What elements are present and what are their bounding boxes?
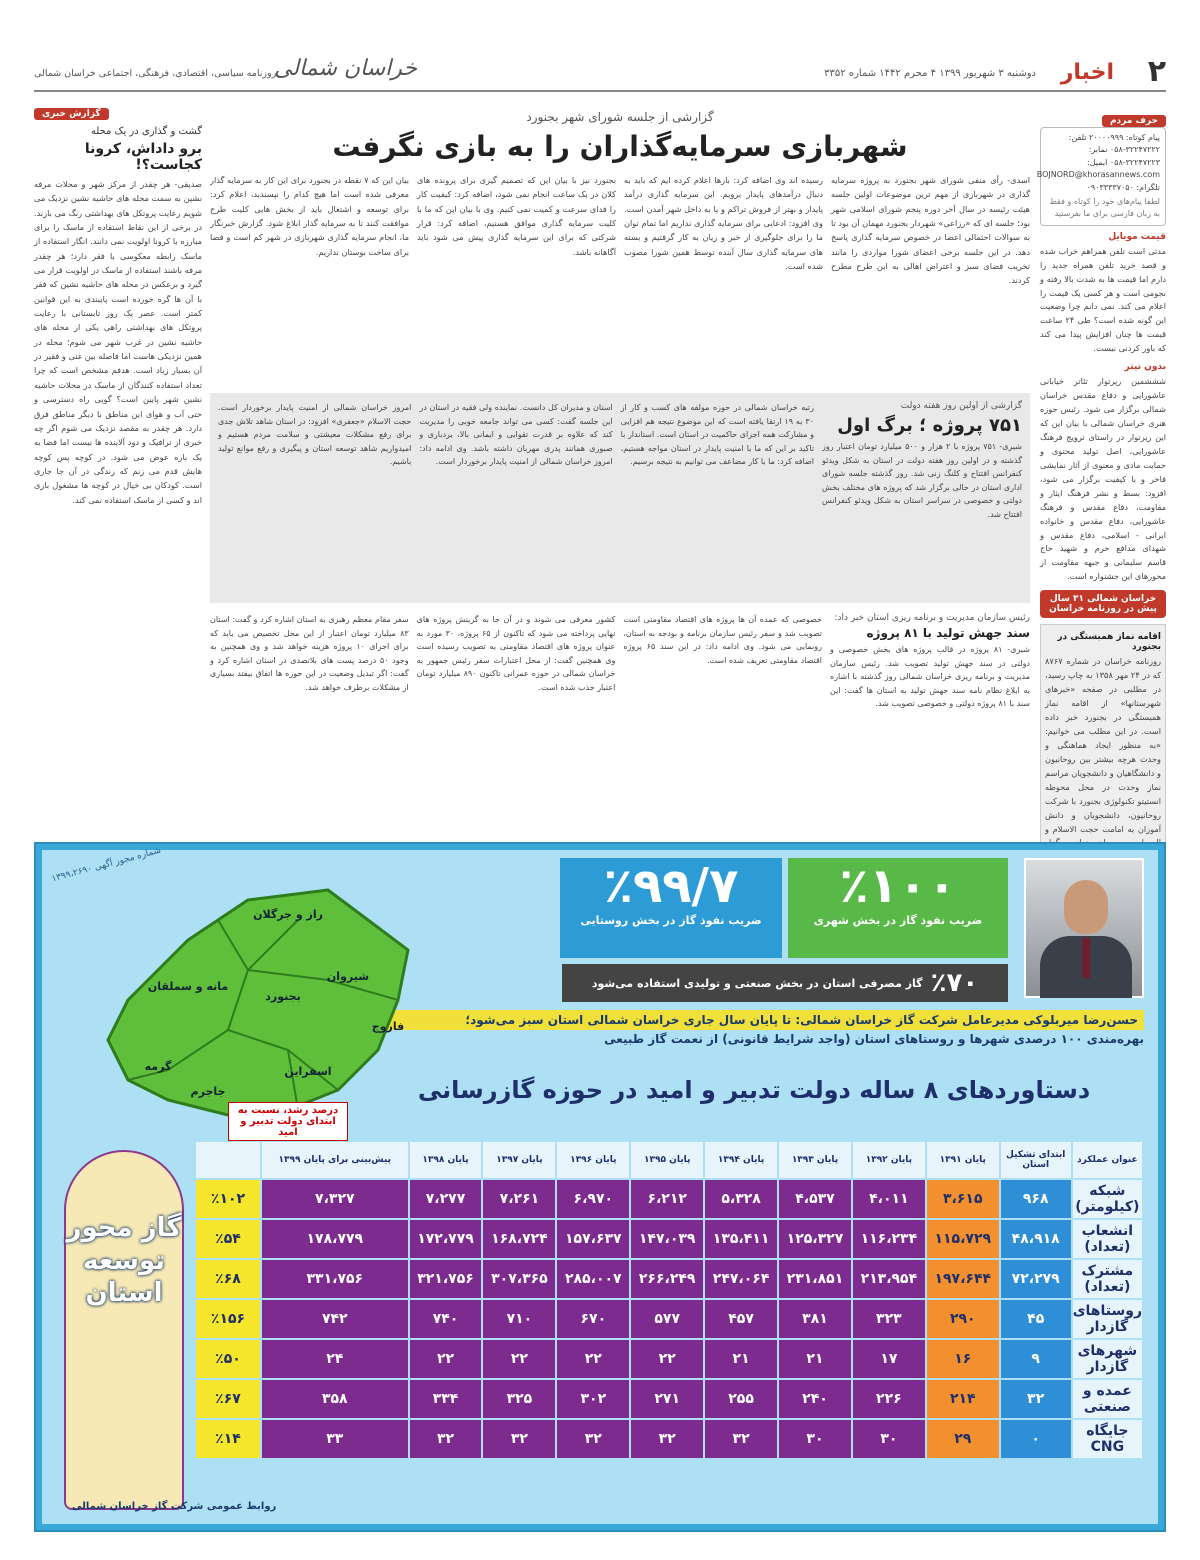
- growth-percent-cell: ٪۵۴: [196, 1220, 260, 1258]
- table-cell: ۳۲: [631, 1420, 703, 1458]
- table-cell: ۴،۵۳۷: [779, 1180, 851, 1218]
- table-cell: ۲۲۶: [853, 1380, 925, 1418]
- production-kicker: رئیس سازمان مدیریت و برنامه ریزی استان خبر داد:: [834, 613, 1030, 623]
- table-cell: ۲۲: [631, 1340, 703, 1378]
- map-label: راز و جرگلان: [253, 908, 323, 921]
- table-cell: ۳۰: [853, 1420, 925, 1458]
- table-cell: ۳۳: [262, 1420, 408, 1458]
- gov-lead: شیری- ۷۵۱ پروژه با ۲ هزار و ۵۰۰ میلیارد تومان اعتبار روز گذشته و در اولین روز هفته دولت در استان به شکل ویدئو کنفرانس افتتاح و کلنگ زنی شد. روز گذشته جلسه شورای اداری استان در حالی برگزار شد که پروژه های مختلف بخش دولتی و خصوصی در سراسر استان به شکل ویدئو کنفرانس افتتاح شد.: [822, 442, 1023, 519]
- main-column: بجنورد نیز با بیان این که تصمیم گیری برای پرونده های کلان در یک ساعت انجام نمی شود، اضافه کرد: کیفیت کار را فدای سرعت و کمیت نمی کنیم. وی با بیان این که ما با کلیت سرمایه گذاری موافق هستیم، اضافه کرد: قرار شرکتی که برای این سرمایه گذاری پیش می شود باید آگاهانه باشد.: [417, 175, 616, 257]
- row-label: جایگاه CNG: [1073, 1420, 1142, 1458]
- table-header-cell: [196, 1142, 260, 1178]
- gas-achievements-table: [194, 1140, 1144, 1460]
- item-title: بدون تیتر: [1124, 362, 1166, 373]
- map-label: گرمه: [144, 1060, 172, 1073]
- table-cell: ۴۵: [1001, 1300, 1071, 1338]
- map-label: جاجرم: [190, 1085, 226, 1098]
- table-cell: ۲۱۴: [927, 1380, 999, 1418]
- row-label: انشعاب (تعداد): [1073, 1220, 1142, 1258]
- table-cell: ۶،۲۱۲: [631, 1180, 703, 1218]
- page-number: ۲: [1147, 54, 1166, 89]
- contact-note: لطفا پیام‌های خود را کوتاه و فقط به زبان فارسی برای ما بفرستید: [1049, 196, 1160, 219]
- table-cell: ۳۳۴: [410, 1380, 482, 1418]
- table-cell: ۲۹: [927, 1420, 999, 1458]
- newspaper-logo: خراسان شمالی: [274, 56, 418, 81]
- table-cell: ۳۵۸: [262, 1380, 408, 1418]
- row-label: شهرهای گازدار: [1073, 1340, 1142, 1378]
- article-title: برو داداش، کرونا کجاست؟!: [84, 141, 202, 173]
- table-cell: ۷۱۰: [483, 1300, 555, 1338]
- map-shape: [108, 890, 408, 1120]
- table-cell: ۲۴۰: [779, 1380, 851, 1418]
- industrial-gas-label: گاز مصرفی استان در بخش صنعتی و تولیدی استفاده می‌شود: [591, 976, 923, 990]
- row-label: شبکه (کیلومتر): [1073, 1180, 1142, 1218]
- archive-banner: خراسان شمالی ۳۱ سال پیش در روزنامه خراسان: [1040, 590, 1166, 618]
- table-cell: ۲۲: [557, 1340, 629, 1378]
- main-headline: شهربازی سرمایه‌گذاران را به بازی نگرفت: [332, 130, 908, 163]
- gas-company-ad: [34, 842, 1166, 1532]
- table-cell: ۴،۰۱۱: [853, 1180, 925, 1218]
- table-cell: ۴۵۷: [705, 1300, 777, 1338]
- table-cell: ۲۸۵،۰۰۷: [557, 1260, 629, 1298]
- readers-voice-tag: حرف مردم: [1102, 115, 1166, 127]
- newspaper-subtitle: روزنامه سیاسی، اقتصادی، فرهنگی، اجتماعی خراسان شمالی: [34, 68, 277, 79]
- growth-percent-cell: ٪۵۰: [196, 1340, 260, 1378]
- growth-note: درصد رشد، نسبت به ابتدای دولت تدبیر و امید: [228, 1102, 348, 1141]
- table-body: [196, 1180, 1142, 1458]
- table-cell: ۳۳۱،۷۵۶: [262, 1260, 408, 1298]
- ad-side-title: گاز محور توسعه استان: [66, 1213, 182, 1308]
- urban-gas-stat: [788, 858, 1008, 958]
- ad-side-panel: [64, 1150, 184, 1510]
- table-cell: ۳۲: [483, 1420, 555, 1458]
- table-cell: ۳۲: [410, 1420, 482, 1458]
- archive-text: روزنامه خراسان در شماره ۸۷۶۷ که در ۲۴ مهر ۱۳۵۸ به چاپ رسید، در مطلبی در صفحه «خبرهای شهرستانها» از اقامه نماز همبستگی در بجنورد خبر داده است. در این مطلب می خوانیم: «به منظور ایجاد هماهنگی و وحدت هرچه بیشتر بین روحانیون و دانشگاهیان و دانشجویان مراسم نماز وحدت در محل محوطه انستیتو تکنولوژی بجنورد با شرکت روحانیون، دانشجویان و دانش آموزان به امامت حجت الاسلام و: [1045, 656, 1161, 834]
- table-cell: ۱۶: [927, 1340, 999, 1378]
- table-cell: ۳۲: [705, 1420, 777, 1458]
- table-cell: ۲۵۵: [705, 1380, 777, 1418]
- table-header-row: [196, 1142, 1142, 1178]
- rural-gas-label: ضریب نفوذ گاز در بخش روستایی: [580, 914, 762, 927]
- table-header-cell: پایان ۱۳۹۳: [779, 1142, 851, 1178]
- table-cell: ۳،۶۱۵: [927, 1180, 999, 1218]
- item-title: قیمت موبایل: [1108, 231, 1166, 242]
- gas-company-logo: روابط عمومی شرکت گاز خراسان شمالی: [72, 1501, 277, 1512]
- table-cell: ۳۰۲: [557, 1380, 629, 1418]
- main-kicker: گزارشی از جلسه شورای شهر بجنورد: [526, 110, 714, 124]
- gov-head: [822, 401, 1022, 595]
- table-row: [196, 1340, 1142, 1378]
- map-label: مانه و سملقان: [147, 980, 229, 993]
- table-cell: ۳۲۳: [853, 1300, 925, 1338]
- industrial-gas-value: ٪۷۰: [930, 968, 979, 998]
- table-header-cell: پایان ۱۳۹۴: [705, 1142, 777, 1178]
- map-label: اسفراین: [284, 1065, 332, 1078]
- table-cell: ۷۴۲: [262, 1300, 408, 1338]
- table-row: [196, 1300, 1142, 1338]
- gov-kicker: گزارشی از اولین روز هفته دولت: [900, 401, 1022, 411]
- article-text: صدیقی- هر چقدر از مرکز شهر و محلات مرفه نشین به سمت محله های حاشیه نشین نزدیک می شویم رعایت پروتکل های بهداشتی رنگ می بازند. در برخی از این نقاط استفاده از ماسک را برای مبارزه با کرونا اولویت نمی دانند. انگار استفاده از ماسک رابطه معکوسی با فقر دارد؛ هر چقدر مرفه باشند استفاده از ماسک در اولویت قرار می گیرد و برعکس در محله های حاشیه نشین که فقر با آن ها گره خورده است پایبندی به این قوانین کمتر است. عصر یک روز تابستانی با رعایت پروتکل های بهداشتی راهی یکی از محله های حاشیه نشین در غرب شهر می شوم؛ محله در همین نزدیکی هاست اما فاصله بین غنی و فقیر در آن بسیار زیاد است. هدفم مشخص است که چرا تعداد استفاده کنندگان از ماسک در محلات حاشیه نشین شهر پایین است؟ گویی راه دسترسی و حتی آب و هوای این مناطق با دیگر مناطق فرق دارد. هر چقدر به مقصد نزدیک می شوم اگر چه خبری از ترافیک و دود آلاینده ها نیست اما فضا به یک باره عوض می شود. در کوچه پس کوچه هایش قدم می زنم که زندگی در آن جا جاری است. کودکان بی خیال در کوچه ها مشغول بازی اند و کسی از ماسک استفاده نمی کند.: [34, 179, 202, 505]
- table-cell: ۱۹۷،۶۴۴: [927, 1260, 999, 1298]
- production-column: سفر مقام معظم رهبری به استان اشاره کرد و گفت: استان ۸۳ میلیارد تومان اعتبار از این محل تخصیص می یابد که برای اجرای ۱۰ پروژه هزینه خواهد شد و وی همچنین به وجود ۵۰ درصد پست های بلاتصدی در استان اشاره کرد و گفت: اگر تبدیل وضعیت در این حوزه ها اتفاق بیفتد بسیاری از مشکلات برطرف خواهد شد.: [210, 615, 409, 692]
- main-column: اسدی- رأی منفی شورای شهر بجنورد به پروژه سرمایه گذاری در شهربازی از مهم ترین موضوعات اولین جلسه هیئت رئیسه در سال آخر دوره پنجم شورای اسلامی شهر بود؛ جلسه ای که «رزاعی» شهردار بجنورد مهمان آن بود تا به سوالات احتمالی اعضا در خصوص سرمایه گذاری پاسخ دهد. در این جلسه برخی اعضای شورا مواردی را مانند تخریب فضای سبز و اعتراض اهالی به این طرح مطرح کردند.: [831, 175, 1030, 286]
- table-cell: ۲۴: [262, 1340, 408, 1378]
- ad-background: [42, 845, 1158, 1524]
- table-cell: ۲۱: [779, 1340, 851, 1378]
- table-cell: ۷،۳۲۷: [262, 1180, 408, 1218]
- contact-info: پیام کوتاه: ۲۰۰۰۰۹۹۹ تلفن: ۳۲۲۴۷۲۲۲-۰۵۸ نمابر: ۳۲۲۴۷۲۲۳-۰۵۸ ایمیل: BOJNORD@khorasannews.com تلگرام: ۰۹۰۳۳۳۳۷۰۵۰: [1036, 133, 1160, 192]
- table-row: [196, 1380, 1142, 1418]
- contact-box: [1036, 127, 1166, 226]
- table-cell: ۲۱: [705, 1340, 777, 1378]
- table-header-cell: پایان ۱۳۹۱: [927, 1142, 999, 1178]
- news-report-tag: گزارش خبری: [34, 108, 109, 120]
- issue-date: دوشنبه ۳ شهریور ۱۳۹۹ ۴ محرم ۱۴۴۲ شماره ۳۳۵۲: [824, 68, 1036, 79]
- table-header-cell: ابتدای تشکیل استان: [1001, 1142, 1071, 1178]
- table-cell: ۱۳۵،۴۱۱: [705, 1220, 777, 1258]
- table-header-cell: عنوان عملکرد: [1073, 1142, 1142, 1178]
- ad-subquote: بهره‌مندی ۱۰۰ درصدی شهرها و روستاهای استان (واجد شرایط قانونی) از نعمت گاز طبیعی: [604, 1032, 1144, 1046]
- table-cell: ۹۶۸: [1001, 1180, 1071, 1218]
- table-cell: ۳۲: [1001, 1380, 1071, 1418]
- row-label: عمده و صنعتی: [1073, 1380, 1142, 1418]
- growth-percent-cell: ٪۶۷: [196, 1380, 260, 1418]
- right-column: [1036, 108, 1166, 836]
- table-cell: ۵۷۷: [631, 1300, 703, 1338]
- growth-percent-cell: ٪۱۴: [196, 1420, 260, 1458]
- table-row: [196, 1220, 1142, 1258]
- table-cell: ۴۸،۹۱۸: [1001, 1220, 1071, 1258]
- table-cell: ۱۴۷،۰۳۹: [631, 1220, 703, 1258]
- ad-license: شماره مجوز آگهی ۱۳۹۹،۲۶۹۰: [50, 845, 163, 885]
- table-cell: ۲۳۱،۸۵۱: [779, 1260, 851, 1298]
- manager-photo: [1024, 858, 1144, 998]
- table-cell: ۳۰۷،۳۶۵: [483, 1260, 555, 1298]
- gov-column: رتبه خراسان شمالی در حوزه مولفه های کسب و کار از ۳۰ به ۱۹ ارتقا یافته است که این موضوع نتیجه هم افزایی و مشارکت همه اجزای حاکمیت در استان است. استاندار با تاکید بر این که ما با امنیت پایدار در استان مواجه هستیم، اضافه کرد: ما با کار مضاعف می توانیم به نتیجه برسیم.: [620, 403, 814, 467]
- main-column: بیان این که ۷ نقطه در بجنورد برای این کار به سرمایه گذار معرفی شده است اما هیچ کدام را نپسندید، اعلام کرد: برای توسعه و اشتغال باید از بخش هایی کلیت طرح موافقت کنند تا به سرمایه گذار ابلاغ شود. گزارش خبرنگار ما، انجام سرمایه گذاری شهربازی در شهر کم است و فضا برای ساخت بوستان نداریم.: [210, 175, 410, 257]
- table-header-cell: پایان ۱۳۹۸: [410, 1142, 482, 1178]
- table-cell: ۷،۲۷۷: [410, 1180, 482, 1218]
- urban-gas-value: ٪۱۰۰: [839, 858, 957, 914]
- table-row: [196, 1180, 1142, 1218]
- table-cell: ۱۷۸،۷۷۹: [262, 1220, 408, 1258]
- table-header-cell: پایان ۱۳۹۶: [557, 1142, 629, 1178]
- table-header-cell: پایان ۱۳۹۷: [483, 1142, 555, 1178]
- article-kicker: گشت و گذاری در یک محله: [90, 126, 202, 137]
- table-cell: ۲۴۷،۰۶۴: [705, 1260, 777, 1298]
- section-title: اخبار: [1060, 60, 1114, 85]
- item-text: شششمین رپرتوار تئاتر خیابانی عاشورایی و دفاع مقدس خراسان شمالی برگزار می شود. رئیس حوزه هنری خراسان شمالی با بیان این که این رپرتوار در راستای ترویج فرهنگ عاشورایی، اصل تولید محتوی و حمایت مادی و معنوی از آثار نمایشی فاخر و با کیفیت برگزار می شود، افزود: بسط و نشر فرهنگ ایثار و مقاومت، دفاع مقدس و فرهنگ عاشورایی، دفاع مقدس و خانواده ایرانی - اسلامی، دفاع مقدس و شهدای مدافع حرم و شهید حاج قاسم سلیمانی و جبهه مقاومت از محورهای این جشنواره است.: [1040, 376, 1166, 582]
- table-cell: ۱۱۶،۲۳۴: [853, 1220, 925, 1258]
- table-header-cell: پیش‌بینی برای پایان ۱۳۹۹: [262, 1142, 408, 1178]
- table-cell: ۲۲: [483, 1340, 555, 1378]
- table-cell: ۳۲۱،۷۵۶: [410, 1260, 482, 1298]
- table-cell: ۶،۹۷۰: [557, 1180, 629, 1218]
- row-label: روستاهای گازدار: [1073, 1300, 1142, 1338]
- table-header-cell: پایان ۱۳۹۵: [631, 1142, 703, 1178]
- main-columns: [210, 173, 1030, 383]
- archive-title: اقامه نماز همبستگی در بجنورد: [1057, 632, 1161, 653]
- table-cell: ۲۷۱: [631, 1380, 703, 1418]
- production-column: شیری- ۸۱ پروژه در قالب پروژه های بخش خصوصی و دولتی در سند جهش تولید تصویب شد. رئیس سازمان مدیریت و برنامه ریزی خراسان شمالی روز گذشته با اشاره به ابلاغ نظام نامه سند جهش تولید به استان ها گفت: این سند با ۸۱ پروژه دولتی و خصوصی تصویب شد.: [830, 645, 1030, 709]
- rural-gas-value: ٪۹۹/۷: [603, 858, 739, 914]
- table-title: دستاوردهای ۸ ساله دولت تدبیر و امید در حوزه گازرسانی: [417, 1076, 1091, 1104]
- table-cell: ۲۶۶،۲۴۹: [631, 1260, 703, 1298]
- production-story: [210, 613, 1030, 783]
- table-cell: ۱۲۵،۳۲۷: [779, 1220, 851, 1258]
- rural-gas-stat: [560, 858, 782, 958]
- map-label: بجنورد: [265, 990, 301, 1003]
- table-cell: ۷۲،۲۷۹: [1001, 1260, 1071, 1298]
- growth-percent-cell: ٪۱۰۲: [196, 1180, 260, 1218]
- production-column: خصوصی که عمده آن ها پروژه های اقتصاد مقاومتی است تصویب شد و سفر رئیس سازمان برنامه و بودجه به استان، رونمایی می شود. وی ادامه داد: در این سند ۶۵ پروژه اقتصاد مقاومتی تعریف شده است.: [623, 615, 822, 665]
- masthead: [34, 56, 1166, 92]
- table-row: [196, 1420, 1142, 1458]
- table-cell: ۷۴۰: [410, 1300, 482, 1338]
- government-week-box: [210, 393, 1030, 603]
- table-cell: ۱۶۸،۷۲۴: [483, 1220, 555, 1258]
- table-header-cell: پایان ۱۳۹۲: [853, 1142, 925, 1178]
- table-cell: ۷،۲۶۱: [483, 1180, 555, 1218]
- production-title: سند جهش تولید با ۸۱ پروژه: [866, 626, 1030, 640]
- table-cell: ۳۰: [779, 1420, 851, 1458]
- production-column: کشور معرفی می شوند و در آن جا به گزینش پروژه های نهایی پرداخته می شود که تاکنون از ۶۵ پروژه، ۳۰ مورد به عنوان پروژه های اقتصاد مقاومتی به تصویب رسیده است وی همچنین گفت: از محل اعتبارات سفر رئیس جمهور به خراسان شمالی در حوزه عمرانی تاکنون ۸۹۰ میلیارد تومان اعتبار جذب شده است.: [416, 615, 616, 692]
- production-head: [830, 613, 1030, 783]
- table-cell: ۲۹۰: [927, 1300, 999, 1338]
- ad-quote: حسن‌رضا میربلوکی مدیرعامل شرکت گاز خراسان شمالی: تا پایان سال جاری خراسان شمالی استان سبز می‌شود؛: [364, 1010, 1144, 1030]
- table-cell: ۳۸۱: [779, 1300, 851, 1338]
- industrial-gas-stat: [562, 964, 1008, 1002]
- growth-percent-cell: ٪۶۸: [196, 1260, 260, 1298]
- table-cell: ۱۵۷،۶۳۷: [557, 1220, 629, 1258]
- left-column: [34, 108, 202, 836]
- map-label: شیروان: [326, 970, 370, 983]
- main-story: [210, 108, 1030, 836]
- row-label: مشترک (تعداد): [1073, 1260, 1142, 1298]
- growth-percent-cell: ٪۱۵۶: [196, 1300, 260, 1338]
- gov-column: استان و مدیران کل دانست. نماینده ولی فقیه در استان در این جلسه گفت: کسی می تواند جامعه خوبی را مدیریت کند که علاوه بر قدرت تقوایی و ایمانی بالا، بردباری و صبوری همانند پدری مهربان داشته باشد. وی ادامه داد: امروز خراسان شمالی از امنیت پایدار برخوردار است.: [419, 403, 613, 467]
- gov-title: ۷۵۱ پروژه ؛ برگ اول: [837, 415, 1022, 436]
- main-column: رسیده اند وی اضافه کرد: بارها اعلام کرده ایم که باید به دنبال درآمدهای پایدار برویم. این سرمایه گذاری درآمد پایدار و بهتر از فروش تراکم و یا به داخل شهر آمدن است. وی افزود: ادعایی برای سرمایه گذاری نداریم اما تمام توان ما را برای جلوگیری از خبر و زیان به کار گرفتیم و بسته های سرمایه گذاری سال آینده توسط همین شورا مصوب شده است.: [624, 175, 823, 272]
- gov-columns: [218, 401, 814, 595]
- table-cell: ۱۷۲،۷۷۹: [410, 1220, 482, 1258]
- table-cell: ۰: [1001, 1420, 1071, 1458]
- table-cell: ۱۷: [853, 1340, 925, 1378]
- archive-box: [1040, 624, 1166, 869]
- item-text: مدتی است تلفن همراهم خراب شده و قصد خرید تلفن همراه جدید را دارم اما قیمت ها به شدت بالا رفته و نجومی است و هر کسی یک قیمت را اعلام می کند. نمی دانم چرا وضعیت این گونه شده است؟ طی ۲۴ ساعت قیمت ها چنان افزایش پیدا می کند که باور کردنی نیست.: [1040, 245, 1166, 354]
- table-cell: ۵،۳۲۸: [705, 1180, 777, 1218]
- table-cell: ۳۲۵: [483, 1380, 555, 1418]
- gov-column: امروز خراسان شمالی از امنیت پایدار برخوردار است. حجت الاسلام «جعفری» افزود: در استان شاهد تلاش جدی برای رفع مشکلات معیشتی و سلامت مردم هستیم و امیدواریم شاهد توسعه استان و پیگیری و رفع موانع تولید باشیم.: [218, 403, 412, 467]
- table-cell: ۳۲: [557, 1420, 629, 1458]
- map-label: فاروج: [371, 1020, 405, 1033]
- urban-gas-label: ضریب نفوذ گاز در بخش شهری: [813, 914, 983, 927]
- table-row: [196, 1260, 1142, 1298]
- table-cell: ۶۷۰: [557, 1300, 629, 1338]
- table-cell: ۹: [1001, 1340, 1071, 1378]
- table-cell: ۱۱۵،۷۲۹: [927, 1220, 999, 1258]
- table-cell: ۲۲: [410, 1340, 482, 1378]
- table-cell: ۲۱۳،۹۵۴: [853, 1260, 925, 1298]
